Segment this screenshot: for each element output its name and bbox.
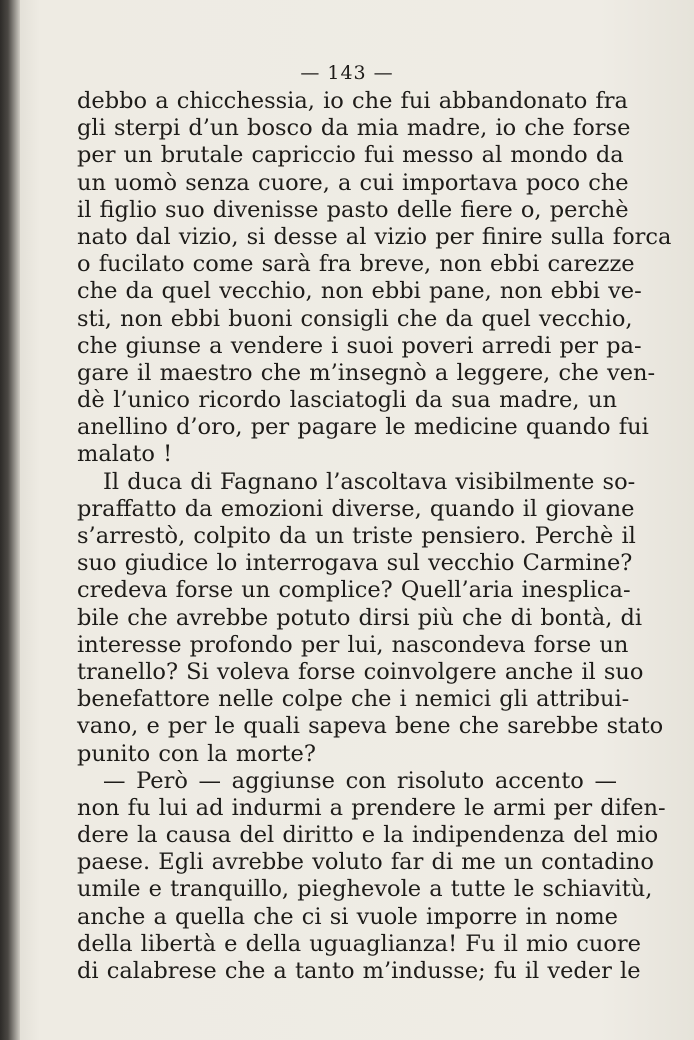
text-line: per un brutale capriccio fui messo al mondo da (77, 142, 624, 169)
body-text (77, 88, 672, 985)
page-number: — 143 — (300, 62, 394, 84)
text-line: paese. Egli avrebbe voluto far di me un contadino (77, 849, 654, 876)
text-line: nato dal vizio, si desse al vizio per finire sulla forca (77, 223, 672, 250)
text-line: gare il maestro che m’insegnò a leggere, che ven- (77, 359, 656, 386)
text-line: che giunse a vendere i suoi poveri arredi per pa- (77, 332, 642, 359)
text-line: sti, non ebbi buoni consigli che da quel vecchio, (77, 305, 633, 332)
text-line: benefattore nelle colpe che i nemici gli attribui- (77, 686, 630, 713)
text-line: suo giudice lo interrogava sul vecchio Carmine? (77, 550, 633, 577)
text-line: debbo a chicchessia, io che fui abbandonato fra (77, 88, 628, 114)
text-line: credeva forse un complice? Quell’aria inesplica- (77, 577, 631, 604)
text-line: non fu lui ad indurmi a prendere le armi per difen- (77, 794, 666, 821)
text-line: o fucilato come sarà fra breve, non ebbi carezze (77, 251, 635, 278)
text-line: anche a quella che ci si vuole imporre in nome (77, 903, 619, 930)
text-line: di calabrese che a tanto m’indusse; fu il veder le (77, 958, 641, 984)
text-line: che da quel vecchio, non ebbi pane, non ebbi ve- (77, 278, 642, 305)
paragraph-start-line: Il duca di Fagnano l’ascoltava visibilmente so- (103, 468, 636, 495)
text-line: umile e tranquillo, pieghevole a tutte le schiavitù, (77, 876, 653, 903)
text-line: un uomò senza cuore, a cui importava poco che (77, 169, 629, 196)
text-line: praffatto da emozioni diverse, quando il giovane (77, 495, 635, 522)
book-spine-shadow (0, 0, 20, 1040)
text-line: dere la causa del diritto e la indipendenza del mio (77, 822, 659, 849)
text-line: della libertà e della uguaglianza! Fu il mio cuore (77, 930, 641, 957)
paragraph-end-line: punito con la morte? (77, 740, 316, 767)
text-line: gli sterpi d’un bosco da mia madre, io che forse (77, 115, 631, 142)
text-line: bile che avrebbe potuto dirsi più che di bontà, di (77, 604, 643, 631)
paragraph-end-line: malato ! (77, 441, 173, 468)
text-line: dè l’unico ricordo lasciatogli da sua madre, un (77, 387, 617, 414)
text-line: interesse profondo per lui, nascondeva forse un (77, 631, 629, 658)
text-line: vano, e per le quali sapeva bene che sarebbe stato (77, 713, 664, 740)
text-line: anellino d’oro, per pagare le medicine quando fui (77, 414, 649, 441)
text-line: s’arrestò, colpito da un triste pensiero. Perchè il (77, 523, 636, 549)
text-line: il figlio suo divenisse pasto delle fiere o, perchè (77, 196, 629, 223)
paragraph-start-line: — Però — aggiunse con risoluto accento — (103, 767, 617, 794)
text-line: tranello? Si voleva forse coinvolgere anche il suo (77, 658, 644, 685)
